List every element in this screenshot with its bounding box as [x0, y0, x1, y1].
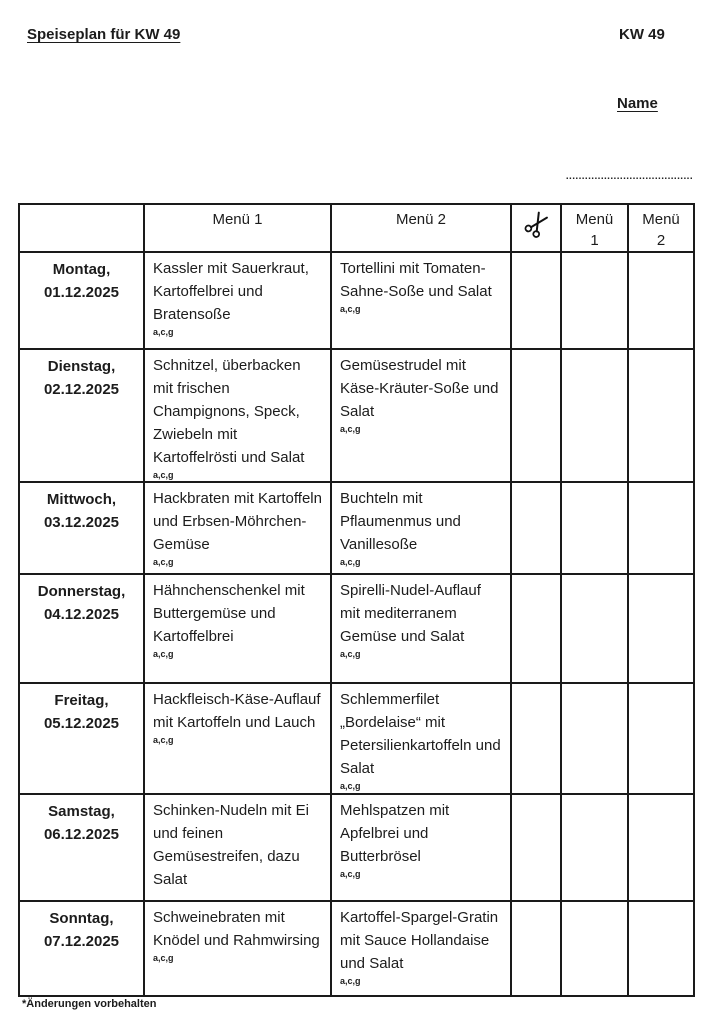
menu1-cell [144, 901, 331, 996]
day-cell [19, 482, 144, 574]
day-cell [19, 901, 144, 996]
menu1-allergens: a,c,g [153, 470, 174, 480]
date-label: 05.12.2025 [43, 715, 120, 732]
menu1-cell [144, 794, 331, 901]
choice-menu1-cell[interactable] [561, 349, 628, 482]
choice-menu1-cell[interactable] [561, 482, 628, 574]
cut-column-header [511, 204, 561, 252]
date-label: 06.12.2025 [43, 826, 120, 843]
choice-menu1-cell[interactable] [561, 794, 628, 901]
menu1-cell [144, 574, 331, 683]
day-label: Montag, [52, 261, 111, 278]
cut-spacer-cell [511, 683, 561, 794]
page-title: Speiseplan für KW 49 [27, 26, 181, 43]
date-label: 03.12.2025 [43, 514, 120, 531]
scissors-icon [518, 207, 555, 246]
menu1-text: Hackfleisch-Käse-Auflauf mit Kartoffeln und Lauch [153, 691, 321, 731]
menu2-text: Mehlspatzen mit Apfelbrei und Butterbrösel [340, 802, 450, 865]
menu1-text: Hackbraten mit Kartoffeln und Erbsen-Möhrchen-Gemüse [153, 490, 322, 553]
menu1-text: Hähnchenschenkel mit Buttergemüse und Kartoffelbrei [153, 582, 305, 645]
menu2-text: Buchteln mit Pflaumenmus und Vanillesoße [340, 490, 461, 553]
day-column-header [19, 204, 144, 252]
footer-note: *Änderungen vorbehalten [22, 998, 157, 1010]
week-label: KW 49 [619, 26, 665, 43]
choice-menu1-cell[interactable] [561, 683, 628, 794]
table-row-friday [19, 683, 694, 794]
choice-menu2-cell[interactable] [628, 252, 694, 349]
choice-menu2-column-header [628, 204, 694, 252]
menu2-allergens: a,c,g [340, 649, 361, 659]
menu2-allergens: a,c,g [340, 557, 361, 567]
menu1-cell [144, 683, 331, 794]
table-row-monday [19, 252, 694, 349]
menu1-text: Kassler mit Sauerkraut, Kartoffelbrei und Bratensoße [153, 260, 309, 323]
date-label: 01.12.2025 [43, 284, 120, 301]
day-label: Samstag, [48, 803, 115, 820]
day-label: Sonntag, [49, 910, 114, 927]
day-label: Dienstag, [47, 358, 116, 375]
table-row-wednesday [19, 482, 694, 574]
choice-menu1-label-line2: 1 [590, 232, 599, 249]
day-cell [19, 349, 144, 482]
table-header-row [19, 204, 694, 252]
menu2-text: Gemüsestrudel mit Käse-Kräuter-Soße und Salat [340, 357, 499, 420]
choice-menu1-cell[interactable] [561, 901, 628, 996]
cut-spacer-cell [511, 349, 561, 482]
menu1-text: Schinken-Nudeln mit Ei und feinen Gemüsestreifen, dazu Salat [153, 802, 309, 888]
menu2-column-header: Menü 2 [331, 204, 511, 252]
day-cell [19, 252, 144, 349]
cut-spacer-cell [511, 482, 561, 574]
menu1-cell [144, 482, 331, 574]
name-fill-in-line[interactable]: ........................................ [565, 171, 693, 182]
choice-menu1-column-header [561, 204, 628, 252]
choice-menu2-cell[interactable] [628, 794, 694, 901]
menu1-allergens: a,c,g [153, 953, 174, 963]
table-row-saturday [19, 794, 694, 901]
table-row-tuesday [19, 349, 694, 482]
menu1-cell [144, 349, 331, 482]
choice-menu2-cell[interactable] [628, 901, 694, 996]
menu2-cell [331, 574, 511, 683]
day-label: Freitag, [54, 692, 109, 709]
menu1-text: Schnitzel, überbacken mit frischen Champignons, Speck, Zwiebeln mit Kartoffelrösti und Salat [153, 357, 305, 466]
menu1-allergens: a,c,g [153, 557, 174, 567]
name-label: Name [617, 95, 658, 112]
menu2-text: Tortellini mit Tomaten-Sahne-Soße und Salat [340, 260, 492, 300]
choice-menu2-cell[interactable] [628, 349, 694, 482]
menu1-allergens: a,c,g [153, 327, 174, 337]
day-cell [19, 794, 144, 901]
choice-menu2-cell[interactable] [628, 482, 694, 574]
menu1-allergens: a,c,g [153, 649, 174, 659]
meal-plan-table [18, 203, 695, 997]
menu2-text: Schlemmerfilet „Bordelaise“ mit Petersilienkartoffeln und Salat [340, 691, 501, 777]
date-label: 04.12.2025 [43, 606, 120, 623]
choice-menu2-label-line2: 2 [656, 232, 666, 249]
day-label: Mittwoch, [46, 491, 117, 508]
choice-menu2-cell[interactable] [628, 574, 694, 683]
menu1-cell [144, 252, 331, 349]
date-label: 02.12.2025 [43, 381, 120, 398]
cut-spacer-cell [511, 252, 561, 349]
date-label: 07.12.2025 [43, 933, 120, 950]
menu2-cell [331, 683, 511, 794]
menu2-allergens: a,c,g [340, 869, 361, 879]
choice-menu1-cell[interactable] [561, 574, 628, 683]
cut-spacer-cell [511, 794, 561, 901]
choice-menu2-label-line1: Menü [642, 211, 680, 228]
menu2-cell [331, 482, 511, 574]
menu2-allergens: a,c,g [340, 424, 361, 434]
day-cell [19, 683, 144, 794]
choice-menu1-label-line1: Menü [575, 211, 614, 228]
menu2-cell [331, 794, 511, 901]
table-row-thursday [19, 574, 694, 683]
menu1-allergens: a,c,g [153, 735, 174, 745]
choice-menu2-cell[interactable] [628, 683, 694, 794]
cut-spacer-cell [511, 574, 561, 683]
day-cell [19, 574, 144, 683]
table-row-sunday [19, 901, 694, 996]
menu2-cell [331, 252, 511, 349]
menu2-cell [331, 901, 511, 996]
menu2-allergens: a,c,g [340, 976, 361, 986]
menu2-allergens: a,c,g [340, 304, 361, 314]
menu2-text: Kartoffel-Spargel-Gratin mit Sauce Hollandaise und Salat [340, 909, 499, 972]
menu2-cell [331, 349, 511, 482]
menu2-text: Spirelli-Nudel-Auflauf mit mediterranem Gemüse und Salat [340, 582, 481, 645]
day-label: Donnerstag, [37, 583, 126, 600]
menu1-column-header: Menü 1 [144, 204, 331, 252]
menu1-text: Schweinebraten mit Knödel und Rahmwirsing [153, 909, 320, 949]
menu2-allergens: a,c,g [340, 781, 361, 791]
choice-menu1-cell[interactable] [561, 252, 628, 349]
cut-spacer-cell [511, 901, 561, 996]
